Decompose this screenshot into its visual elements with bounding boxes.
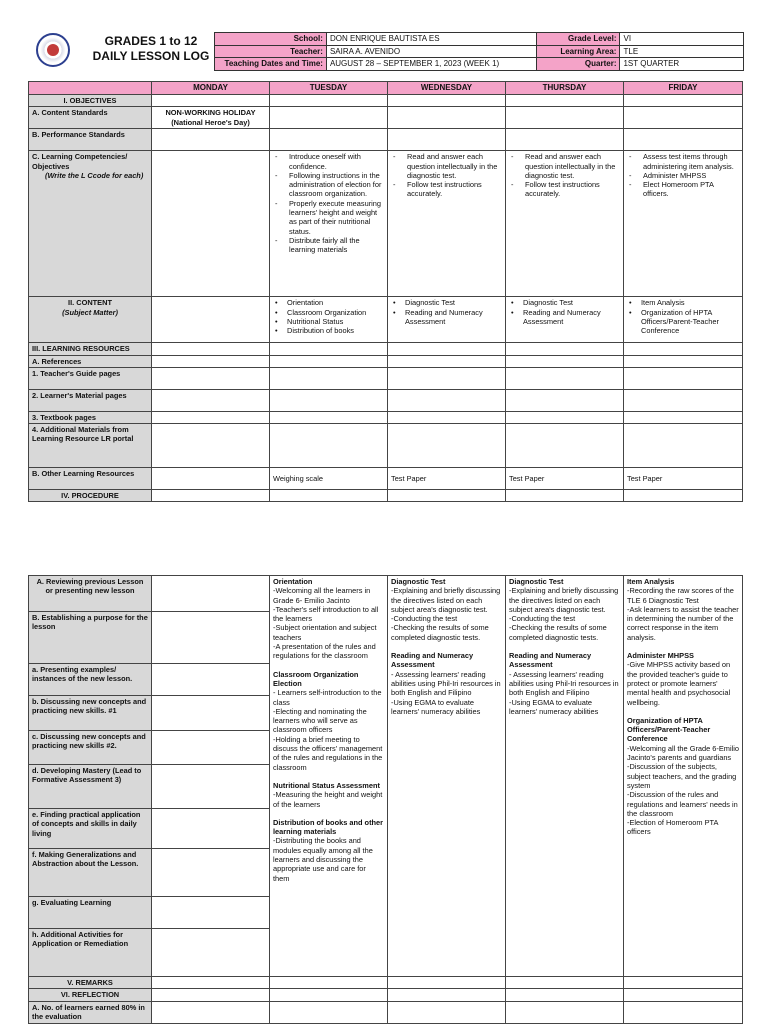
procedure-row-b: B. Establishing a purpose for the lesson: [29, 612, 152, 664]
list-item: - Elect Homeroom PTA officers.: [627, 180, 739, 199]
content-label: II. CONTENT (Subject Matter): [29, 297, 152, 343]
thursday-competencies: [506, 151, 624, 297]
day-header-wednesday: WEDNESDAY: [388, 82, 506, 95]
section-text: -Election of Homeroom PTA officers: [627, 818, 719, 837]
list-item: - Following instructions in the administration of election for classroom organization.: [273, 171, 384, 199]
area-value: TLE: [620, 45, 744, 58]
teacher-value: SAIRA A. AVENIDO: [326, 45, 536, 58]
section-text: -Explaining and briefly discussing the directives listed on each subject area's diagnostic test.: [391, 586, 501, 614]
lesson-log-table-2: [28, 575, 743, 1024]
section-heading: Nutritional Status Assessment: [273, 780, 380, 790]
list-item: - Properly execute measuring learners' height and weight as part of their nutritional status.: [273, 199, 384, 236]
grade-value: VI: [620, 33, 744, 46]
section-text: -Checking the results of some completed diagnostic tests.: [509, 623, 607, 642]
list-item: - Read and answer each question intellectually in the diagnostic test.: [509, 152, 620, 180]
teachers-guide-label: 1. Teacher's Guide pages: [29, 367, 152, 389]
section-text: -Conducting the test: [391, 614, 458, 624]
section-text: -Measuring the height and weight of the learners: [273, 790, 383, 809]
reflection-heading: VI. REFLECTION: [29, 989, 152, 1001]
day-header-tuesday: TUESDAY: [270, 82, 388, 95]
section-text: -Electing and nominating the learners who will serve as classroom officers: [273, 706, 367, 735]
section-text: -Explaining and briefly discussing the directives listed on each subject area's diagnostic test.: [509, 586, 619, 614]
references-label: A. References: [29, 355, 152, 367]
area-label: Learning Area:: [536, 45, 620, 58]
friday-competencies: [624, 151, 743, 297]
section-text: -Using EGMA to evaluate learners' numeracy abilities: [509, 697, 599, 716]
section-heading: Diagnostic Test: [509, 577, 564, 586]
section-text: - Learners self-introduction to the class: [273, 688, 382, 707]
section-text: -Teacher's self introduction to all the learners: [273, 604, 379, 624]
list-item: • Nutritional Status: [273, 317, 384, 326]
friday-content: [624, 297, 743, 343]
procedure-row-g: g. Evaluating Learning: [29, 897, 152, 929]
quarter-label: Quarter:: [536, 58, 620, 71]
section-text: -Holding a brief meeting to discuss the officers' management of the rules and regulations in the classroom: [273, 734, 383, 772]
textbook-pages-label: 3. Textbook pages: [29, 411, 152, 423]
reflection-row-a: A. No. of learners earned 80% in the evaluation: [29, 1001, 152, 1023]
list-item: • Reading and Numeracy Assessment: [391, 308, 502, 327]
grade-label: Grade Level:: [536, 33, 620, 46]
tuesday-competencies: [270, 151, 388, 297]
learners-material-label: 2. Learner's Material pages: [29, 389, 152, 411]
list-item: • Diagnostic Test: [509, 298, 620, 307]
section-text: -Subject orientation and subject teachers: [273, 623, 377, 642]
list-item: - Follow test instructions accurately.: [509, 180, 620, 199]
section-heading: Item Analysis: [627, 577, 675, 586]
list-item: - Read and answer each question intellectually in the diagnostic test.: [391, 152, 502, 180]
friday-procedure: [624, 576, 743, 977]
thursday-procedure: [506, 576, 624, 977]
section-text: -Give MHPSS activity based on the provided teacher's guide to protect or promote learners' mental health and psychosocial wellbeing.: [627, 660, 731, 707]
thursday-content: [506, 297, 624, 343]
section-text: -Conducting the test: [509, 614, 576, 624]
school-value: DON ENRIQUE BAUTISTA ES: [326, 33, 536, 46]
section-text: -Discussion of the subjects, subject teachers, and the grading system: [627, 762, 737, 790]
procedure-row-c: c. Discussing new concepts and practicing new skills #2.: [29, 731, 152, 765]
other-resources-label: B. Other Learning Resources: [29, 468, 152, 490]
objectives-heading: I. OBJECTIVES: [29, 95, 152, 107]
section-text: -Recording the raw scores of the TLE 6 Diagnostic Test: [627, 586, 734, 605]
log-title: GRADES 1 to 12 DAILY LESSON LOG: [92, 34, 210, 63]
additional-materials-label: 4. Additional Materials from Learning Resource LR portal: [29, 424, 152, 468]
procedure-row-e: e. Finding practical application of concepts and skills in daily living: [29, 809, 152, 849]
corner-cell: [29, 82, 152, 95]
thursday-resources: Test Paper: [506, 468, 624, 490]
section-heading: Organization of HPTA Officers/Parent-Teacher Conference: [627, 715, 711, 744]
wednesday-competencies: [388, 151, 506, 297]
section-text: -Welcoming all the learners in Grade 6- Emilio Jacinto: [273, 586, 371, 605]
section-text: -Ask learners to assist the teacher in determining the number of the correct response in the item analysis.: [627, 604, 739, 642]
teacher-label: Teacher:: [215, 45, 327, 58]
list-item: • Organization of HPTA Officers/Parent-Teacher Conference: [627, 308, 739, 336]
section-heading: Diagnostic Test: [391, 577, 446, 586]
list-item: - Follow test instructions accurately.: [391, 180, 502, 199]
resources-heading: III. LEARNING RESOURCES: [29, 343, 152, 355]
info-table: [214, 32, 744, 71]
list-item: - Assess test items through administering item analysis.: [627, 152, 739, 171]
section-heading: Classroom Organization Election: [273, 669, 359, 688]
wednesday-procedure: [388, 576, 506, 977]
wednesday-content: [388, 297, 506, 343]
procedure-row-a: A. Reviewing previous Lesson or presenting new lesson: [29, 576, 152, 612]
section-heading: Distribution of books and other learning materials: [273, 817, 384, 837]
deped-seal-icon: [36, 33, 70, 67]
wednesday-resources: Test Paper: [388, 468, 506, 490]
section-heading: Reading and Numeracy Assessment: [509, 651, 592, 670]
procedure-row-f: f. Making Generalizations and Abstraction about the Lesson.: [29, 849, 152, 897]
school-label: School:: [215, 33, 327, 46]
section-text: -Distributing the books and modules equally among all the learners and discussing the appropriate use and care for them: [273, 836, 373, 883]
section-text: -Welcoming all the Grade 6-Emilio Jacinto's parents and guardians: [627, 743, 739, 763]
procedure-row-h: h. Additional Activities for Application or Remediation: [29, 929, 152, 977]
list-item: - Introduce oneself with confidence.: [273, 152, 384, 171]
section-heading: Orientation: [273, 577, 313, 586]
content-standards-label: A. Content Standards: [29, 107, 152, 129]
list-item: • Distribution of books: [273, 326, 384, 335]
remarks-heading: V. REMARKS: [29, 977, 152, 989]
friday-resources: Test Paper: [624, 468, 743, 490]
list-item: • Item Analysis: [627, 298, 739, 307]
section-text: -A presentation of the rules and regulations for the classroom: [273, 642, 376, 661]
dates-label: Teaching Dates and Time:: [215, 58, 327, 71]
section-heading: Administer MHPSS: [627, 651, 694, 661]
procedure-row-b2: b. Discussing new concepts and practicing new skills. #1: [29, 696, 152, 731]
list-item: • Orientation: [273, 298, 384, 307]
tuesday-procedure: [270, 576, 388, 977]
day-header-monday: MONDAY: [152, 82, 270, 95]
list-item: • Classroom Organization: [273, 308, 384, 317]
quarter-value: 1ST QUARTER: [620, 58, 744, 71]
section-heading: Reading and Numeracy Assessment: [391, 651, 474, 670]
competencies-label: C. Learning Competencies/ Objectives (Write the L Ccode for each): [29, 151, 152, 297]
section-text: -Using EGMA to evaluate learners' numeracy abilities: [391, 697, 481, 716]
day-header-thursday: THURSDAY: [506, 82, 624, 95]
section-text: - Assessing learners' reading abilities using Phil-Iri resources in both English and Filipino: [509, 669, 619, 698]
list-item: - Administer MHPSS: [627, 171, 739, 180]
section-text: -Discussion of the rules and regulations and learners' needs in the classroom: [627, 790, 738, 818]
monday-holiday: NON-WORKING HOLIDAY (National Heroe's Day): [152, 107, 270, 129]
list-item: • Diagnostic Test: [391, 298, 502, 307]
list-item: - Distribute fairly all the learning materials: [273, 236, 384, 255]
list-item: • Reading and Numeracy Assessment: [509, 308, 620, 327]
procedure-row-a2: a. Presenting examples/ instances of the new lesson.: [29, 664, 152, 696]
lesson-log-table-1: [28, 81, 743, 502]
dates-value: AUGUST 28 – SEPTEMBER 1, 2023 (WEEK 1): [326, 58, 536, 71]
day-header-friday: FRIDAY: [624, 82, 743, 95]
tuesday-content: [270, 297, 388, 343]
procedure-heading: IV. PROCEDURE: [29, 490, 152, 502]
section-text: - Assessing learners' reading abilities using Phil-Iri resources in both English and Filipino: [391, 669, 501, 698]
section-text: -Checking the results of some completed diagnostic tests.: [391, 623, 489, 642]
dll-header: [28, 32, 744, 70]
performance-standards-label: B. Performance Standards: [29, 129, 152, 151]
tuesday-resources: Weighing scale: [270, 468, 388, 490]
procedure-row-d: d. Developing Mastery (Lead to Formative Assessment 3): [29, 765, 152, 809]
